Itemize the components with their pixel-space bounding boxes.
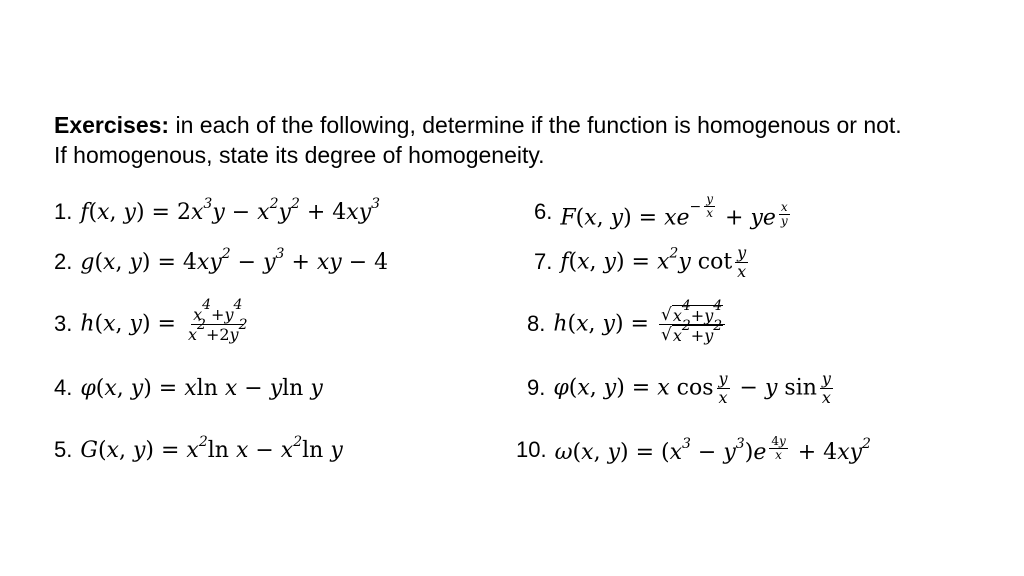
exercise-4 bbox=[54, 366, 323, 410]
exercise-number: 1. bbox=[54, 199, 73, 224]
exercise-number: 9. bbox=[527, 375, 546, 400]
exercise-number: 6. bbox=[534, 199, 553, 224]
exercise-number: 7. bbox=[534, 249, 553, 274]
exercise-number: 8. bbox=[527, 311, 546, 336]
exercise-5 bbox=[54, 428, 343, 472]
exercise-3 bbox=[54, 296, 253, 346]
formula: φ(x, y) = xln x − yln y bbox=[80, 375, 323, 401]
exercise-9 bbox=[527, 366, 836, 410]
exercises-heading: Exercises: bbox=[54, 112, 170, 138]
exercise-10 bbox=[516, 428, 871, 472]
exercise-number: 3. bbox=[54, 311, 73, 336]
formula: G(x, $y) = x^2\ln$ $x - x^2\ln$ y bbox=[80, 433, 343, 463]
exercise-number: 10. bbox=[516, 437, 547, 462]
formula: F(x, y) = xe − $\frac{y}{x}$ + ye $\frac{x}{y}$ bbox=[560, 192, 788, 231]
exercise-number: 2. bbox=[54, 249, 73, 274]
exercise-8 bbox=[527, 297, 728, 346]
formula: h(x, y) = √ $x^4+y^4$ √ $x^2+y^2$ bbox=[553, 305, 728, 344]
instructions-text: in each of the following, determine if the function is homogenous or not. bbox=[169, 112, 902, 138]
exercise-number: 4. bbox=[54, 375, 73, 400]
instructions bbox=[54, 110, 1004, 170]
formula: f(x, $y) = x^2y$ cot $\frac{y}{x}$ bbox=[560, 242, 747, 281]
formula: φ(x, y) = x cos $\frac{y}{x}$ − y sin $\frac{y}{x}$ bbox=[553, 368, 831, 407]
instructions-line-1 bbox=[54, 110, 1004, 140]
exercise-number: 5. bbox=[54, 437, 73, 462]
exercise-1 bbox=[54, 190, 380, 234]
formula: h(x, y) = $\frac{x^4+y^4}{x^2+2y^2}$ bbox=[80, 296, 248, 344]
instructions-line-2: If homogenous, state its degree of homogeneity. bbox=[54, 142, 545, 168]
exercise-2 bbox=[54, 240, 388, 284]
formula: f(x, $y) = 2x^3y - x^2y^2 + 4xy^3$ bbox=[80, 195, 381, 225]
formula: g(x, $y) = 4xy^2 - y^3$ + xy − 4 bbox=[80, 245, 389, 275]
exercise-7 bbox=[534, 240, 751, 284]
exercise-6 bbox=[534, 190, 793, 234]
formula: ω(x, $y) = (x^3 - y^3)e$ $\frac{4y}{x}$ + $4xy^2$ bbox=[554, 434, 871, 465]
